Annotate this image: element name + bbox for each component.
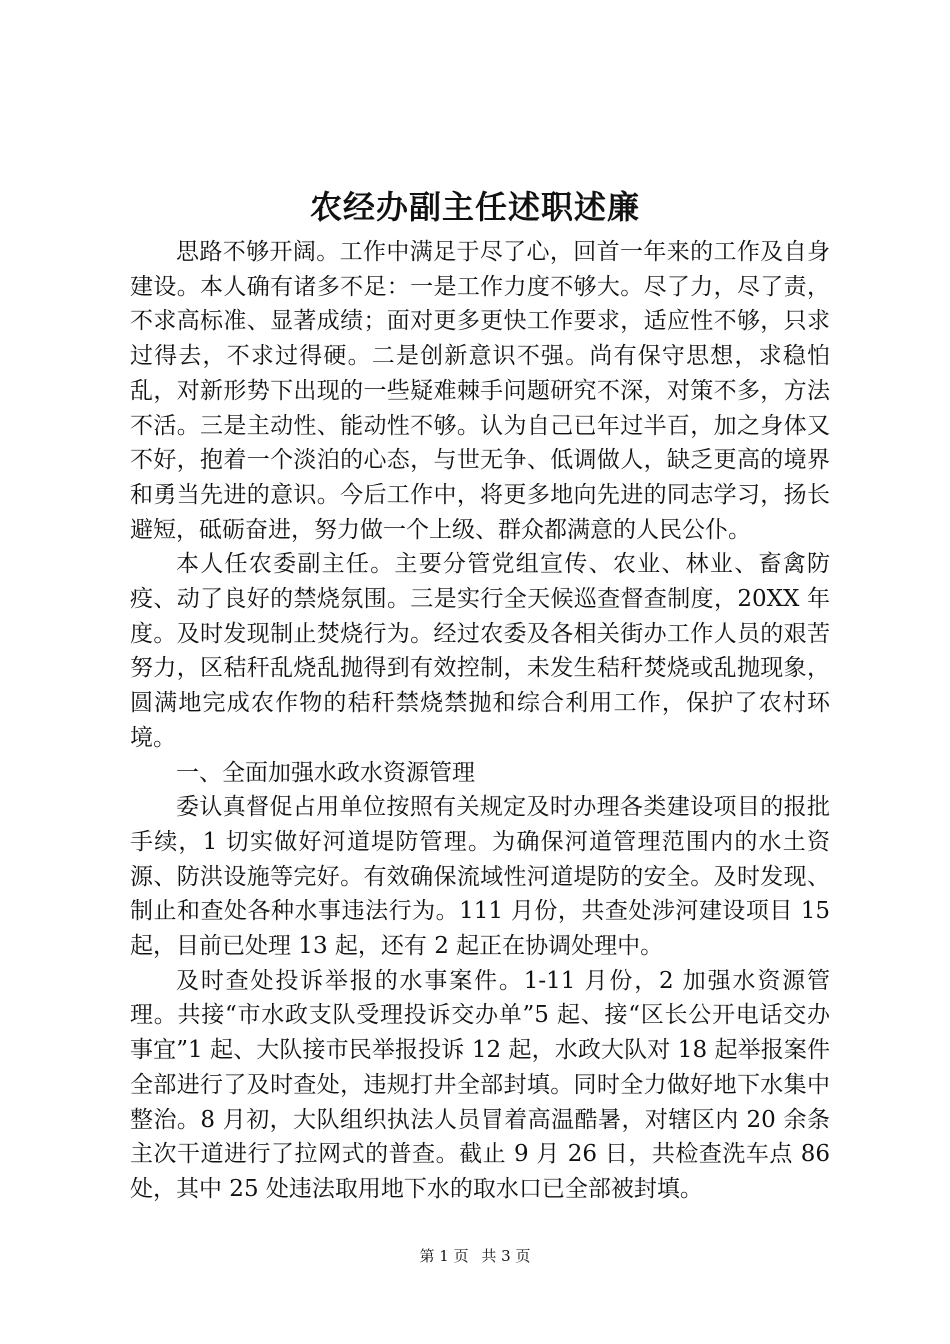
paragraph-river-management: 委认真督促占用单位按照有关规定及时办理各类建设项目的报批手续，1 切实做好河道堤防管理。为确保河道管理范围内的水土资源、防洪设施等完好。有效确保流域性河道堤防的安全。及时发现、制止和查处各种水事违法行为。111 月份，共查处涉河建设项目 15 起，目前已处理 13 起，还有 2 起正在协调处理中。 — [130, 794, 830, 960]
document-title: 农经办副主任述职述廉 — [309, 188, 640, 226]
paragraph-self-review: 思路不够开阔。工作中满足于尽了心，回首一年来的工作及自身建设。本人确有诸多不足：一是工作力度不够大。尽了力，尽了责，不求高标准、显著成绩；面对更多更快工作要求，适应性不够，只求过得去，不求过得硬。二是创新意识不强。尚有保守思想，求稳怕乱，对新形势下出现的一些疑难棘手问题研究不深，对策不多，方法不活。三是主动性、能动性不够。认为自己已年过半百，加之身体又不好，抱着一个淡泊的心态，与世无争、低调做人，缺乏更高的境界和勇当先进的意识。今后工作中，将更多地向先进的同志学习，扬长避短，砥砺奋进，努力做一个上级、群众都满意的人民公仆。 — [130, 239, 830, 543]
document-body — [130, 235, 830, 1207]
page-footer — [0, 1246, 950, 1266]
paragraph-complaint-handling: 及时查处投诉举报的水事案件。1-11 月份，2 加强水资源管理。共接“市水政支队受理投诉交办单”5 起、接“区长公开电话交办事宜”1 起、大队接市民举报投诉 12 起，水政大队对 18 起举报案件全部进行了及时查处，违规打井全部封填。同时全力做好地下水集中整治。8 月初，大队组织执法人员冒着高温酷暑，对辖区内 20 余条主次干道进行了拉网式的普查。截止 9 月 26 日，共检查洗车点 86 处，其中 25 处违法取用地下水的取水口已全部被封填。 — [130, 967, 830, 1202]
page-number: 第 1 页 — [419, 1247, 469, 1265]
paragraph-role-duties: 本人任农委副主任。主要分管党组宣传、农业、林业、畜禽防疫、动了良好的禁烧氛围。三是实行全天候巡查督查制度，20XX 年度。及时发现制止焚烧行为。经过农委及各相关街办工作人员的艰苦努力，区秸秆乱烧乱抛得到有效控制，未发生秸秆焚烧或乱抛现象，圆满地完成农作物的秸秆禁烧禁抛和综合利用工作，保护了农村环境。 — [130, 551, 830, 751]
page-count: 共 3 页 — [481, 1247, 531, 1265]
section-heading-water-admin: 一、全面加强水政水资源管理 — [176, 759, 475, 786]
